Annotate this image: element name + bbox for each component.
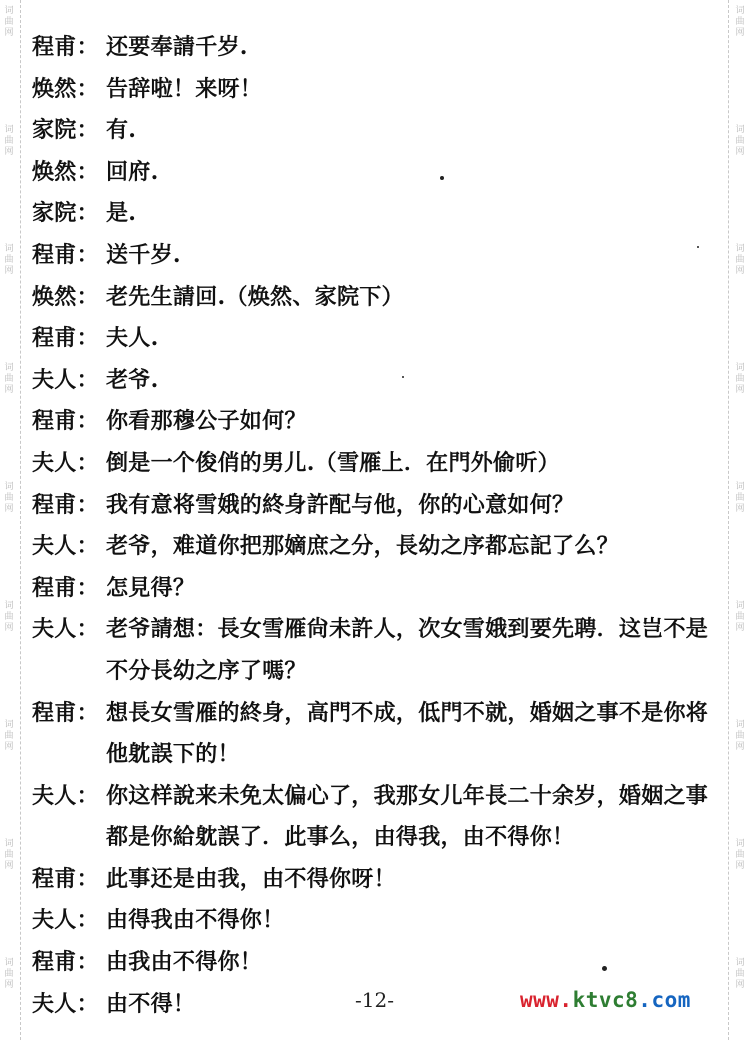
speaker-name: 夫人：: [32, 616, 99, 643]
speech-text: 有.: [106, 117, 137, 144]
watermark-text: 词曲网: [4, 244, 14, 276]
speaker-name: 家院：: [32, 200, 99, 227]
speech-text: 回府.: [106, 158, 159, 185]
speech-text: 由不得！: [106, 990, 196, 1017]
watermark-text: 词曲网: [735, 125, 745, 157]
script-line: [32, 776, 724, 859]
speech-text: 你这样說来未免太偏心了，我那女儿年長二十余岁，婚姻之事都是你給躭誤了．此事么，由得我，由不得你！: [106, 782, 709, 851]
ink-speck: [402, 376, 404, 378]
watermark-text: 词曲网: [735, 482, 745, 514]
script-line: [32, 401, 724, 443]
script-line: [32, 568, 724, 610]
script-line: [32, 69, 724, 111]
watermark-text: 词曲网: [4, 6, 14, 38]
watermark-text: 词曲网: [735, 6, 745, 38]
watermark-text: 词曲网: [735, 601, 745, 633]
watermark-text: 词曲网: [735, 839, 745, 871]
left-margin-line: [20, 0, 21, 1040]
watermark-text: 词曲网: [4, 720, 14, 752]
speaker-name: 程甫：: [32, 408, 99, 435]
script-line: [32, 110, 724, 152]
speech-text: 倒是一个俊俏的男儿.（雪雁上．在門外偷听）: [106, 449, 560, 476]
speaker-name: 程甫：: [32, 574, 99, 601]
speaker-name: 焕然：: [32, 75, 99, 102]
script-line: [32, 609, 724, 692]
speaker-name: 程甫：: [32, 325, 99, 352]
script-text: [32, 27, 724, 1025]
script-line: [32, 526, 724, 568]
site-logo: [520, 985, 691, 1015]
speech-text: 告辞啦！来呀！: [106, 75, 263, 102]
watermark-text: 词曲网: [4, 125, 14, 157]
watermark-text: 词曲网: [735, 363, 745, 395]
watermark-text: 词曲网: [4, 958, 14, 990]
site-logo-suffix: .com: [638, 988, 691, 1012]
speaker-name: 夫人：: [32, 782, 99, 809]
speaker-name: 程甫：: [32, 949, 99, 976]
script-line: [32, 27, 724, 69]
right-watermark-column: [732, 0, 748, 1040]
watermark-text: 词曲网: [735, 958, 745, 990]
site-logo-name: ktvc8: [572, 988, 639, 1012]
speech-text: 你看那穆公子如何？: [106, 408, 307, 435]
speech-text: 老爷，难道你把那嫡庶之分，長幼之序都忘記了么？: [106, 533, 619, 560]
script-line: [32, 193, 724, 235]
watermark-text: 词曲网: [735, 244, 745, 276]
speech-text: 夫人.: [106, 325, 159, 352]
right-margin-line: [728, 0, 729, 1040]
speech-text: 老先生請回.（焕然、家院下）: [106, 283, 404, 310]
speech-text: 老爷請想：長女雪雁尙未許人，次女雪娥到要先聘．这岂不是不分長幼之序了嗎？: [106, 616, 709, 684]
speech-text: 由得我由不得你！: [106, 907, 285, 934]
script-line: [32, 693, 724, 776]
speaker-name: 程甫：: [32, 699, 99, 726]
ink-speck: [697, 246, 699, 248]
speech-text: 怎見得？: [106, 574, 196, 601]
script-line: [32, 277, 724, 319]
ink-speck: [440, 176, 444, 180]
watermark-text: 词曲网: [735, 720, 745, 752]
speaker-name: 夫人：: [32, 449, 99, 476]
page-number: -12-: [355, 988, 394, 1012]
speaker-name: 程甫：: [32, 491, 99, 518]
script-line: [32, 318, 724, 360]
site-logo-prefix: www.: [520, 988, 573, 1012]
speech-text: 老爷.: [106, 366, 159, 393]
speech-text: 想長女雪雁的終身，高門不成，低門不就，婚姻之事不是你将他躭誤下的！: [106, 699, 709, 768]
script-line: [32, 900, 724, 942]
script-line: [32, 152, 724, 194]
speech-text: 是.: [106, 200, 137, 227]
speaker-name: 家院：: [32, 117, 99, 144]
watermark-text: 词曲网: [4, 482, 14, 514]
watermark-text: 词曲网: [4, 839, 14, 871]
ink-speck: [602, 966, 607, 971]
speaker-name: 程甫：: [32, 241, 99, 268]
script-line: [32, 443, 724, 485]
speech-text: 还要奉請千岁.: [106, 34, 248, 60]
speaker-name: 程甫：: [32, 865, 99, 892]
speech-text: 由我由不得你！: [106, 949, 263, 976]
watermark-text: 词曲网: [4, 363, 14, 395]
speaker-name: 夫人：: [32, 533, 99, 560]
speaker-name: 程甫：: [32, 34, 99, 60]
script-line: [32, 485, 724, 527]
speaker-name: 夫人：: [32, 366, 99, 393]
speaker-name: 焕然：: [32, 158, 99, 185]
script-line: [32, 942, 724, 984]
watermark-text: 词曲网: [4, 601, 14, 633]
speaker-name: 夫人：: [32, 990, 99, 1017]
speaker-name: 夫人：: [32, 907, 99, 934]
left-watermark-column: [1, 0, 17, 1040]
speech-text: 此事还是由我，由不得你呀！: [106, 865, 396, 892]
script-line: [32, 235, 724, 277]
script-line: [32, 859, 724, 901]
speech-text: 送千岁.: [106, 241, 181, 268]
speaker-name: 焕然：: [32, 283, 99, 310]
speech-text: 我有意将雪娥的終身許配与他，你的心意如何？: [106, 491, 575, 518]
script-line: [32, 360, 724, 402]
